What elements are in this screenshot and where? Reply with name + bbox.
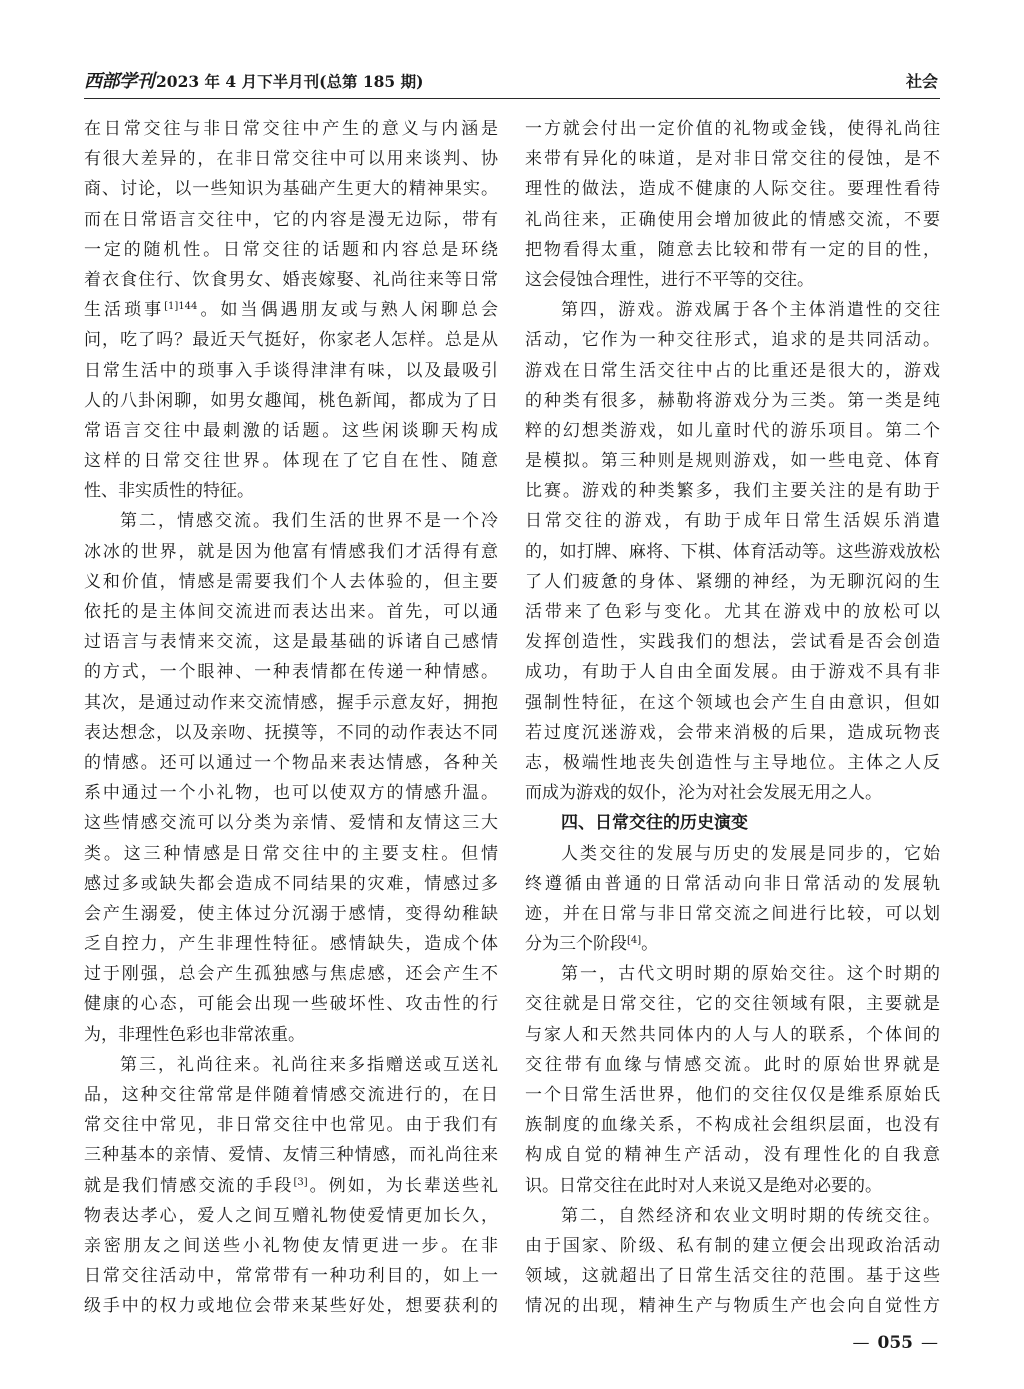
text-line: 若过度沉迷游戏，会带来消极的后果，造成玩物丧 [525, 722, 940, 743]
text-segment: 。例如，为长辈送些礼 [307, 1175, 499, 1196]
text-line: 而在日常语言交往中，它的内容是漫无边际，带有 [84, 209, 498, 230]
text-line: 而成为游戏的奴仆，沦为对社会发展无用之人。 [525, 783, 882, 804]
text-line: 识。日常交往在此时对人来说又是绝对必要的。 [525, 1175, 882, 1196]
citation-superscript: [1]144 [164, 301, 198, 313]
text-line: 类。这三种情感是日常交往中的主要支柱。但情 [84, 843, 498, 864]
journal-logo: 西部学刊 [84, 71, 154, 92]
text-line: 日常交往活动中，常常带有一种功利目的，如上一 [84, 1266, 498, 1287]
text-line: 第一，古代文明时期的原始交往。这个时期的 [561, 964, 940, 985]
footer-dash: — [852, 1333, 870, 1353]
text-line: 第二，情感交流。我们生活的世界不是一个冷 [120, 511, 498, 532]
text-segment: 。 [641, 934, 659, 955]
text-line: 依托的是主体间交流进而表达出来。首先，可以通 [84, 602, 498, 622]
text-line: 理性的做法，造成不健康的人际交往。要理性看待 [525, 179, 940, 200]
citation-superscript: [4] [627, 935, 642, 947]
text-line: 志，极端性地丧失创造性与主导地位。主体之人反 [525, 752, 940, 773]
text-line: 来带有异化的味道，是对非日常交往的侵蚀，是不 [525, 149, 940, 170]
text-segment: 就是我们情感交流的手段 [84, 1175, 294, 1196]
text-line: 领域，这就超出了日常生活交往的范围。基于这些 [525, 1266, 940, 1287]
text-line: 交往就是日常交往，它的交往领域有限，主要就是 [525, 994, 940, 1015]
issue-info: 2023 年 4 月下半月刊(总第 185 期) [156, 72, 424, 91]
text-line: 活带来了色彩与变化。尤其在游戏中的放松可以 [525, 602, 940, 622]
text-line: 与家人和天然共同体内的人与人的联系，个体间的 [525, 1024, 940, 1045]
text-line: 终遵循由普通的日常活动向非日常活动的发展轨 [525, 873, 940, 894]
text-line: 着衣食住行、饮食男女、婚丧嫁娶、礼尚往来等日常 [84, 269, 498, 290]
text-line: 一个日常生活世界，他们的交往仅仅是维系原始氏 [525, 1085, 940, 1105]
text-segment: 分为三个阶段 [525, 934, 627, 955]
text-line: 比赛。游戏的种类繁多，我们主要关注的是有助于 [525, 481, 940, 502]
text-line: 表达想念，以及亲吻、抚摸等，不同的动作表达不同 [84, 722, 498, 743]
text-line: 其次，是通过动作来交流情感，握手示意友好，拥抱 [84, 692, 498, 713]
text-line: 成功，有助于人自由全面发展。由于游戏不具有非 [525, 662, 940, 683]
section-heading: 四、日常交往的历史演变 [561, 813, 748, 834]
text-line: 这会侵蚀合理性，进行不平等的交往。 [525, 269, 814, 290]
text-line: 常交往中常见，非日常交往中也常见。由于我们有 [84, 1115, 498, 1136]
text-line: 活动，它作为一种交往形式，追求的是共同活动。 [525, 330, 940, 351]
text-line: 三种基本的亲情、爱情、友情三种情感，而礼尚往来 [84, 1145, 498, 1166]
text-line: 交往带有血缘与情感交流。此时的原始世界就是 [525, 1054, 940, 1075]
text-line: 一方就会付出一定价值的礼物或金钱，使得礼尚往 [525, 119, 940, 139]
text-line: 乏自控力，产生非理性特征。感情缺失，造成个体 [84, 934, 498, 955]
text-line: 过语言与表情来交流，这是最基础的诉诸自己感情 [84, 632, 498, 653]
citation-superscript: [3] [293, 1176, 308, 1188]
text-line: 品，这种交往常常是伴随着情感交流进行的，在日 [84, 1085, 498, 1105]
text-line: 是模拟。第三种则是规则游戏，如一些电竞、体育 [525, 451, 940, 472]
text-line: 会产生溺爱，使主体过分沉溺于感情，变得幼稚缺 [84, 903, 498, 924]
text-line: 为，非理性色彩也非常浓重。 [84, 1024, 305, 1045]
text-line: 系中通过一个小礼物，也可以使双方的情感升温。 [84, 783, 498, 804]
text-line: 级手中的权力或地位会带来某些好处，想要获利的 [84, 1296, 498, 1317]
text-line: 的种类有很多，赫勒将游戏分为三类。第一类是纯 [525, 390, 940, 411]
text-line [84, 1171, 498, 1201]
text-line: 这样的日常交往世界。体现在了它自在性、随意 [84, 451, 498, 472]
text-line: 构成自觉的精神生产活动，没有理性化的自我意 [525, 1145, 940, 1166]
text-line: 问，吃了吗？最近天气挺好，你家老人怎样。总是从 [84, 330, 498, 351]
text-line: 义和价值，情感是需要我们个人去体验的，但主要 [84, 571, 498, 592]
running-header [84, 69, 938, 95]
text-line: 常语言交往中最刺激的话题。这些闲谈聊天构成 [84, 420, 498, 441]
text-line: 由于国家、阶级、私有制的建立便会出现政治活动 [525, 1235, 940, 1256]
left-column [84, 114, 498, 1322]
text-line: 亲密朋友之间送些小礼物使友情更进一步。在非 [84, 1235, 498, 1256]
text-line: 粹的幻想类游戏，如儿童时代的游乐项目。第二个 [525, 420, 940, 441]
text-line: 健康的心态，可能会出现一些破坏性、攻击性的行 [84, 994, 498, 1015]
right-column [525, 114, 940, 1322]
text-line: 过于刚强，总会产生孤独感与焦虑感，还会产生不 [84, 964, 498, 985]
text-line: 强制性特征，在这个领域也会产生自由意识，但如 [525, 692, 940, 713]
text-line [525, 929, 940, 959]
text-line: 发挥创造性，实践我们的想法，尝试看是否会创造 [525, 632, 940, 653]
text-line: 游戏在日常生活交往中占的比重还是很大的，游戏 [525, 360, 940, 381]
text-line: 感过多或缺失都会造成不同结果的灾难，情感过多 [84, 873, 498, 894]
text-line: 商、讨论，以一些知识为基础产生更大的精神果实。 [84, 179, 498, 200]
page-number: 055 [877, 1333, 913, 1353]
text-line: 第二，自然经济和农业文明时期的传统交往。 [561, 1205, 940, 1226]
text-line: 第四，游戏。游戏属于各个主体消遣性的交往 [561, 300, 940, 321]
text-line: 在日常交往与非日常交往中产生的意义与内涵是 [84, 119, 498, 139]
text-line: 迹，并在日常与非日常交流之间进行比较，可以划 [525, 903, 940, 924]
text-line: 一定的随机性。日常交往的话题和内容总是环绕 [84, 239, 498, 260]
text-line [84, 295, 498, 325]
text-line: 把物看得太重，随意去比较和带有一定的目的性， [525, 239, 940, 260]
text-line: 冰冰的世界，就是因为他富有情感我们才活得有意 [84, 541, 498, 562]
text-line: 人的八卦闲聊，如男女趣闻，桃色新闻，都成为了日 [84, 390, 498, 411]
text-line: 日常交往的游戏，有助于成年日常生活娱乐消遣 [525, 511, 940, 532]
text-line: 的情感。还可以通过一个物品来表达情感，各种关 [84, 752, 498, 773]
text-line: 第三，礼尚往来。礼尚往来多指赠送或互送礼 [120, 1054, 498, 1075]
text-line: 这些情感交流可以分类为亲情、爱情和友情这三大 [84, 813, 498, 834]
text-segment: 生活琐事 [84, 300, 165, 321]
text-line: 族制度的血缘关系，不构成社会组织层面，也没有 [525, 1115, 940, 1136]
text-segment: 。如当偶遇朋友或与熟人闲聊总会 [197, 300, 499, 321]
text-line: 了人们疲惫的身体、紧绷的神经，为无聊沉闷的生 [525, 571, 940, 592]
page-footer [853, 1330, 939, 1356]
text-line: 礼尚往来，正确使用会增加彼此的情感交流，不要 [525, 209, 940, 230]
text-line: 性、非实质性的特征。 [84, 481, 254, 502]
text-line: 的，如打牌、麻将、下棋、体育活动等。这些游戏放松 [525, 541, 940, 562]
text-line: 日常生活中的琐事入手谈得津津有味，以及最吸引 [84, 360, 498, 381]
section-label: 社会 [905, 72, 938, 91]
text-line: 有很大差异的，在非日常交往中可以用来谈判、协 [84, 149, 498, 170]
text-line: 的方式，一个眼神、一种表情都在传递一种情感。 [84, 662, 498, 683]
text-line: 人类交往的发展与历史的发展是同步的，它始 [561, 843, 940, 864]
text-line: 物表达孝心，爱人之间互赠礼物使爱情更加长久， [84, 1205, 498, 1226]
text-line: 情况的出现，精神生产与物质生产也会向自觉性方 [525, 1296, 940, 1317]
header-rule [84, 98, 940, 99]
footer-dash: — [921, 1333, 938, 1353]
